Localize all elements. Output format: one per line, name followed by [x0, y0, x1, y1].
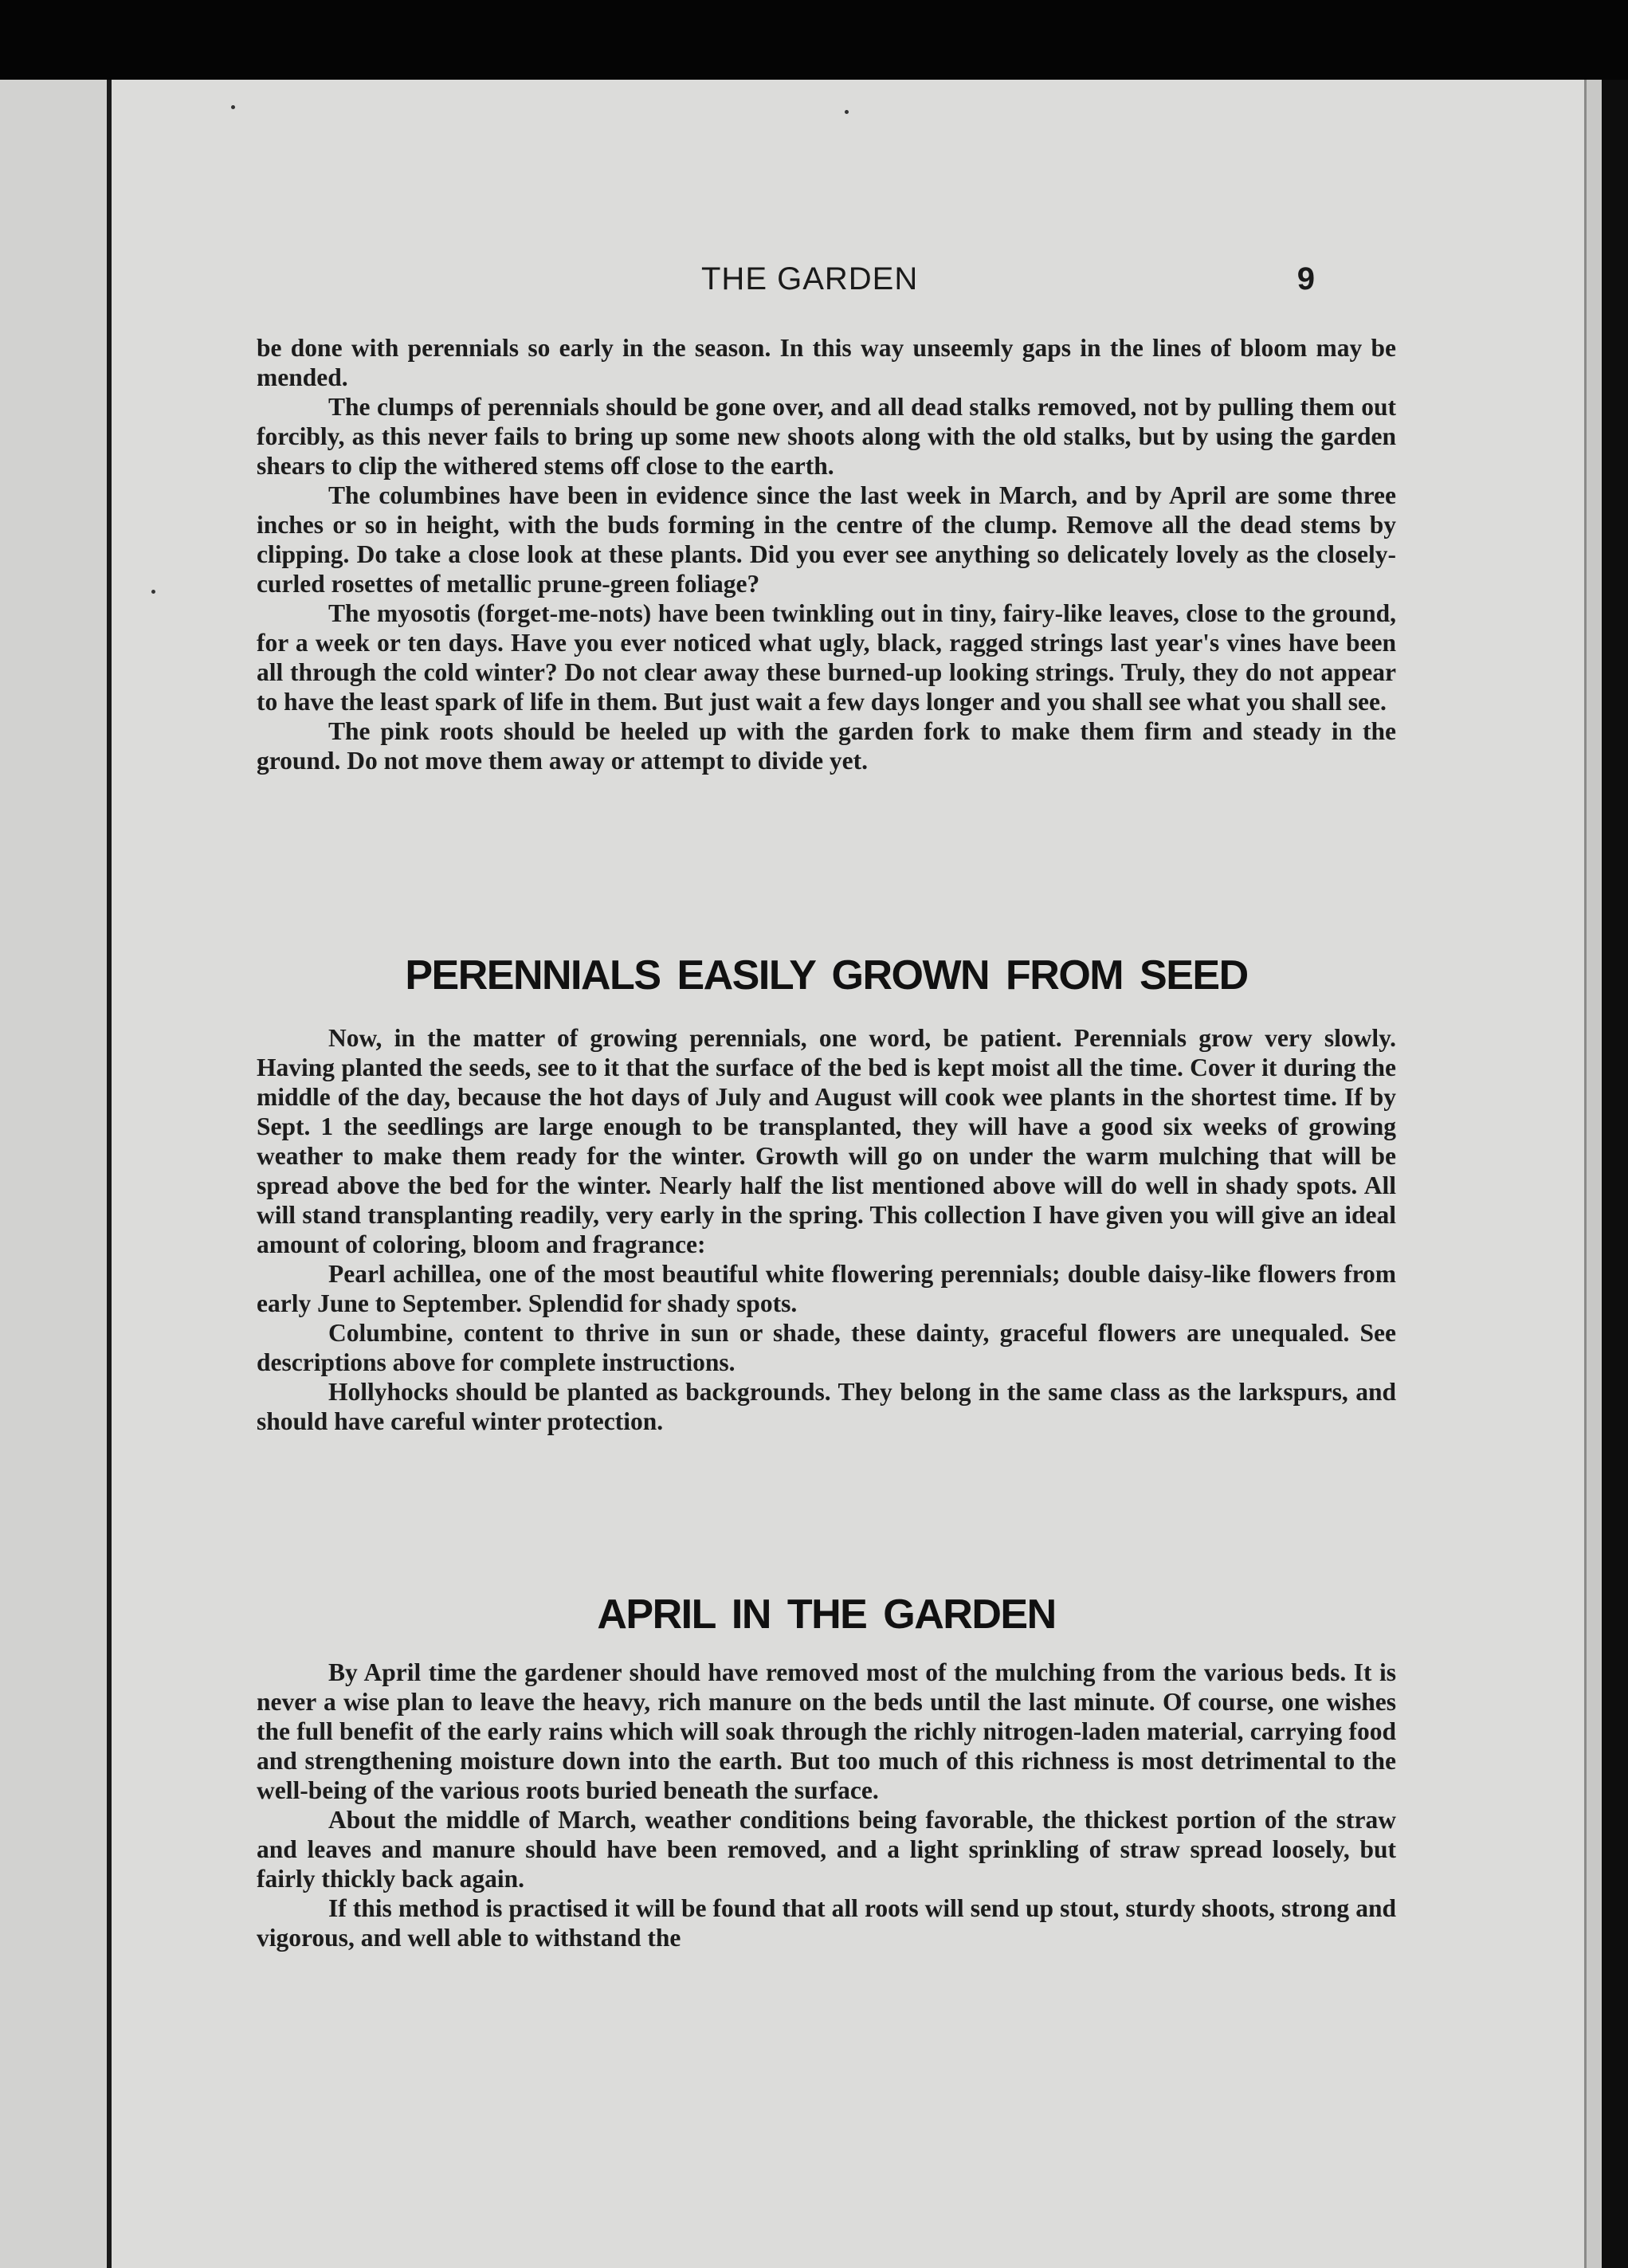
section-heading: APRIL IN THE GARDEN — [597, 1591, 1056, 1638]
facing-page-edge — [0, 80, 108, 2268]
scan-right-border — [1602, 80, 1628, 2268]
scan-speck — [845, 110, 849, 114]
paragraph: If this method is practised it will be found that all roots will send up stout, sturdy shoots, strong and vigorous, and well able to withstand the — [257, 1894, 1396, 1952]
paragraph: By April time the gardener should have removed most of the mulching from the various beds. It is never a wise plan to leave the heavy, rich manure on the beds until the last minute. Of course, one wishes the full benefit of the early rains which will soak through the richly nitrogen-laden material, carrying food and strengthening moisture down into the earth. But too much of this richness is most detrimental to the well-being of the various roots buried beneath the surface. — [257, 1658, 1396, 1804]
paragraph: The clumps of perennials should be gone over, and all dead stalks removed, not by pulling them out forcibly, as this never fails to bring up some new shoots along with the old stalks, but by using the garden shears to clip the withered stems off close to the earth. — [257, 393, 1396, 480]
running-head: THE GARDEN — [701, 261, 919, 296]
paragraph: The columbines have been in evidence since the last week in March, and by April are some three inches or so in height, with the buds forming in the centre of the clump. Remove all the dead stems by clipping. Do take a close look at these plants. Did you ever see anything so delicately lovely as the closely-curled rosettes of metallic prune-green foliage? — [257, 481, 1396, 598]
section-perennials-text — [257, 1023, 1396, 1436]
paragraph: Now, in the matter of growing perennials, one word, be patient. Perennials grow very slowly. Having planted the seeds, see to it that the surface of the bed is kept moist all the time. Cover it during the middle of the day, because the hot days of July and August will cook wee plants in the shortest time. If by Sept. 1 the seedlings are large enough to be transplanted, they will have a good six weeks of growing weather to make them ready for the winter. Growth will go on under the warm mulching that will be spread above the bed for the winter. Nearly half the list mentioned above will do well in shady spots. All will stand transplanting readily, very early in the spring. This collection I have given you will give an ideal amount of coloring, bloom and fragrance: — [257, 1024, 1396, 1258]
scan-speck — [151, 590, 155, 594]
section-april-text — [257, 1658, 1396, 1952]
section-continued-text — [257, 333, 1396, 775]
paragraph: be done with perennials so early in the season. In this way unseemly gaps in the lines of bloom may be mended. — [257, 334, 1396, 391]
paragraph: Columbine, content to thrive in sun or shade, these dainty, graceful flowers are unequaled. See descriptions above for complete instructions. — [257, 1319, 1396, 1376]
scan-top-border — [0, 0, 1628, 80]
section-heading: PERENNIALS EASILY GROWN FROM SEED — [405, 952, 1248, 999]
page-header — [255, 261, 1402, 309]
scan-speck — [231, 105, 235, 109]
page-number: 9 — [1297, 261, 1315, 296]
paragraph: About the middle of March, weather conditions being favorable, the thickest portion of the straw and leaves and manure should have been removed, and a light sprinkling of straw spread loosely, but fairly thickly back again. — [257, 1806, 1396, 1893]
paragraph: The pink roots should be heeled up with the garden fork to make them firm and steady in the ground. Do not move them away or attempt to divide yet. — [257, 717, 1396, 775]
paragraph: The myosotis (forget-me-nots) have been twinkling out in tiny, fairy-like leaves, close to the ground, for a week or ten days. Have you ever noticed what ugly, black, ragged strings last year's vines have been all through the cold winter? Do not clear away these burned-up looking strings. Truly, they do not appear to have the least spark of life in them. But just wait a few days longer and you shall see what you shall see. — [257, 599, 1396, 716]
paragraph: Pearl achillea, one of the most beautiful white flowering perennials; double daisy-like flowers from early June to September. Splendid for shady spots. — [257, 1260, 1396, 1317]
paragraph: Hollyhocks should be planted as backgrounds. They belong in the same class as the larkspurs, and should have careful winter protection. — [257, 1378, 1396, 1435]
